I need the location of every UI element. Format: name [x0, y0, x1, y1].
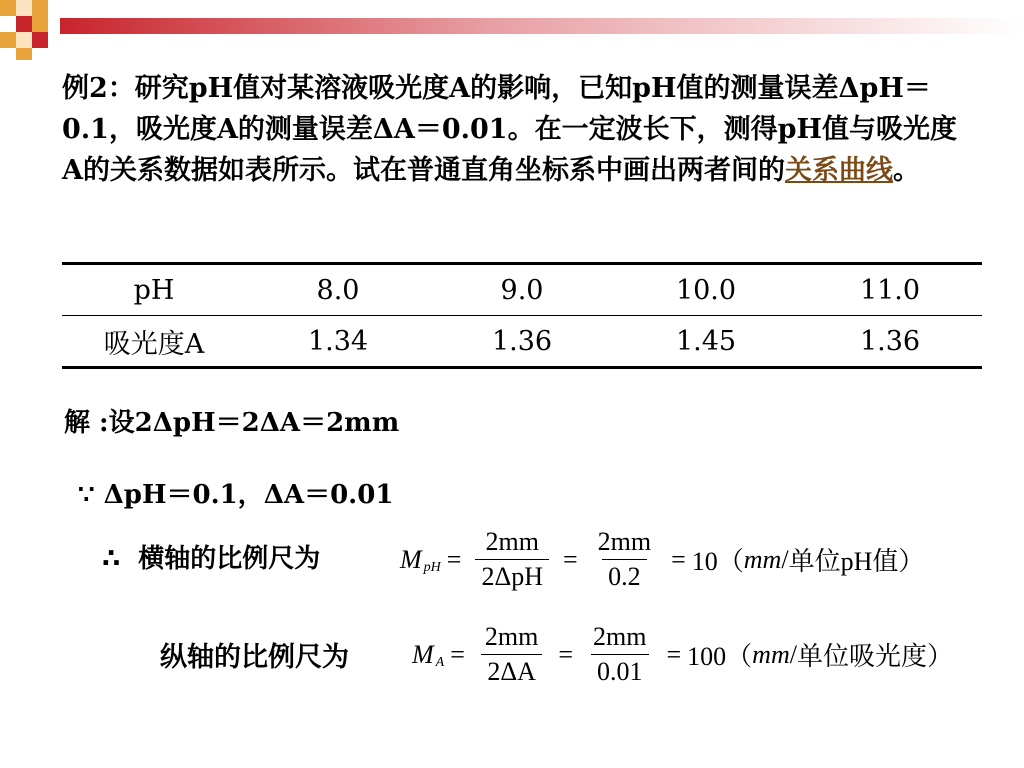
vertical-scale-label: 纵轴的比例尺为 — [160, 642, 349, 673]
header-square — [16, 48, 32, 60]
formula-equals: = — [446, 544, 462, 574]
formula-subscript: pH — [423, 559, 441, 575]
table-cell: 1.36 — [798, 316, 982, 368]
fraction-numerator: 2mm — [485, 527, 539, 556]
formula-symbol: M — [400, 544, 422, 574]
problem-statement — [62, 68, 962, 191]
problem-label: 例2： — [62, 73, 135, 104]
table-cell: 9.0 — [430, 264, 614, 316]
formula-symbol: M — [412, 639, 434, 669]
table-cell: 1.45 — [614, 316, 798, 368]
formula-subscript: A — [435, 654, 445, 670]
fraction-numerator: 2mm — [597, 527, 652, 556]
table-cell: 1.36 — [430, 316, 614, 368]
table-cell: 11.0 — [798, 264, 982, 316]
formula-ph-scale — [400, 527, 924, 592]
horizontal-scale-label — [102, 538, 320, 575]
data-table — [62, 262, 982, 369]
table-row — [62, 316, 982, 368]
header-square — [0, 32, 16, 48]
formula-equals: = — [450, 639, 465, 669]
fraction-denominator: 0.2 — [602, 559, 647, 592]
formula-a-scale — [412, 622, 953, 687]
fraction-numerator: 2mm — [484, 622, 539, 651]
formula-unit: mm — [752, 639, 790, 669]
formula-slash: / — [789, 639, 797, 669]
formula-tail: 单位pH值） — [788, 547, 925, 576]
solution-given: ΔpH＝0.1，ΔA＝0.01 — [94, 480, 394, 510]
formula-unit: mm — [743, 544, 782, 574]
formula-slash: / — [781, 544, 789, 574]
table-cell: 1.34 — [246, 316, 430, 368]
formula-equals: = — [558, 639, 574, 669]
formula-fraction — [592, 527, 657, 592]
horizontal-scale-text: 横轴的比例尺为 — [138, 544, 321, 574]
therefore-symbol: ∴ — [102, 544, 121, 574]
solution-line-1: 解 :设2ΔpH＝2ΔA＝2mm — [64, 408, 400, 438]
problem-text: 研究pH值对某溶液吸光度A的影响，已知pH值的测量误差ΔpH＝0.1，吸光度A的测量误差ΔA＝0.01。在一定波长下，测得pH值与吸光度A的关系数据如表所示。试在普通直角坐标系中画出两者间的 — [62, 73, 957, 186]
header-gradient-bar — [60, 18, 1024, 34]
table-cell: 10.0 — [614, 264, 798, 316]
header-square — [0, 0, 16, 16]
header-square — [32, 32, 48, 48]
formula-tail: 单位吸光度） — [796, 642, 953, 671]
formula-fraction — [475, 527, 549, 592]
header-square — [32, 0, 48, 16]
formula-equals: = — [562, 544, 578, 574]
fraction-denominator: 2ΔpH — [475, 559, 549, 592]
formula-equals: = — [671, 544, 686, 574]
problem-text-end: 。 — [892, 155, 920, 186]
because-symbol: ∵ — [78, 480, 95, 510]
header-square — [32, 16, 48, 32]
header-decoration — [0, 0, 1024, 60]
formula-fraction — [479, 622, 544, 687]
table-cell: 吸光度A — [62, 316, 246, 368]
formula-result: 100（ — [687, 642, 753, 671]
formula-equals: = — [666, 639, 682, 669]
header-square — [16, 0, 32, 16]
table-row — [62, 264, 982, 316]
solution-line-2 — [78, 474, 393, 511]
formula-result: 10（ — [691, 547, 744, 576]
formula-fraction — [587, 622, 652, 687]
header-square — [16, 16, 32, 32]
fraction-denominator: 0.01 — [591, 654, 649, 687]
table-cell: 8.0 — [246, 264, 430, 316]
table-cell: pH — [62, 264, 246, 316]
header-square — [16, 32, 32, 48]
fraction-numerator: 2mm — [593, 622, 647, 651]
relation-curve-link[interactable]: 关系曲线 — [784, 155, 893, 186]
fraction-denominator: 2ΔA — [481, 654, 542, 687]
